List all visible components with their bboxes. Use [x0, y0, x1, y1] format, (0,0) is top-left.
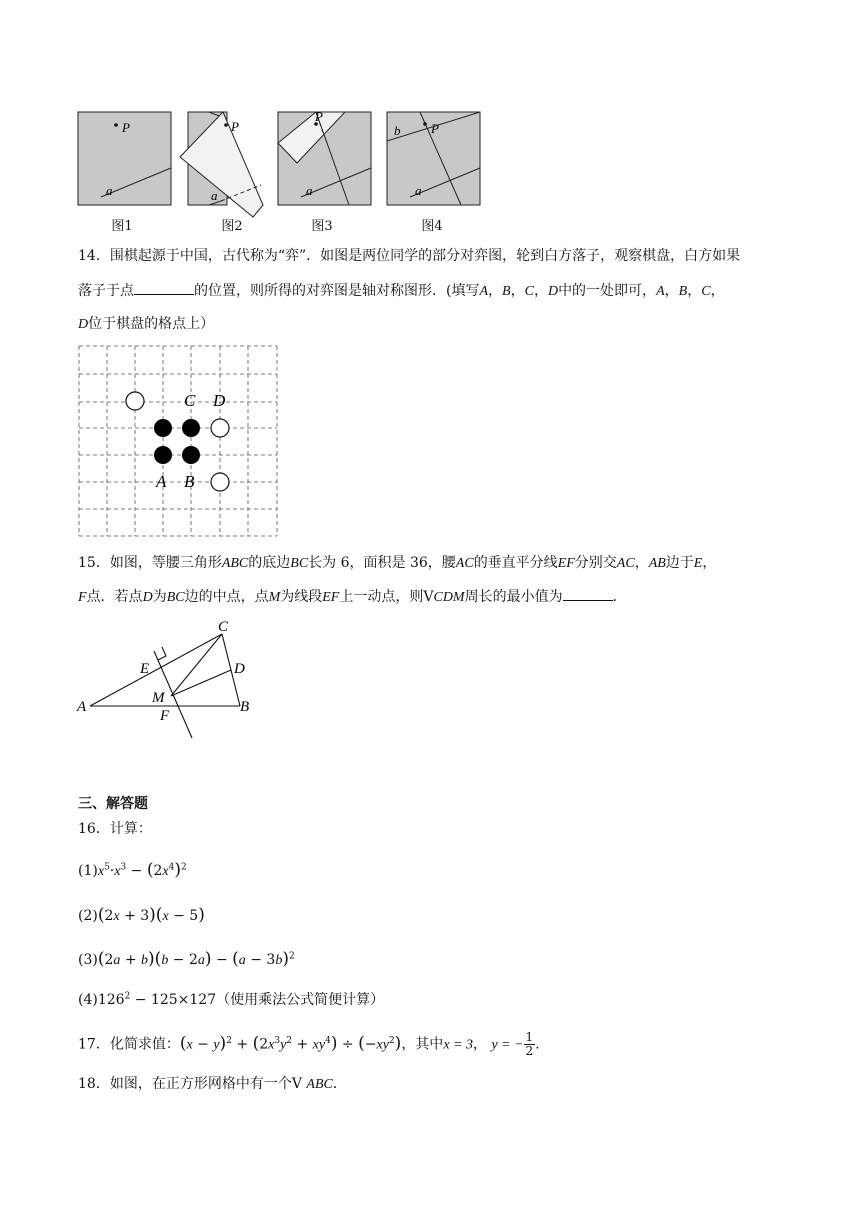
q15-f: F — [78, 590, 87, 605]
q16-part1: $(1)x^5\cdot x^3 - (2x^4)^2$ — [78, 860, 187, 880]
tri-label-b: B — [240, 699, 250, 715]
caption-fig2: 图2 — [221, 219, 243, 234]
q14-pt-c2: C — [701, 284, 711, 299]
q16-part4: $(4)126^2 - 125\times 127$（使用乘法公式简便计算） — [78, 991, 385, 1008]
q16-p4-label: (4) — [78, 992, 98, 1008]
q15-t10: 边的中点，点 — [184, 589, 269, 605]
q14-sep-1: ， — [488, 283, 503, 299]
tri-label-a: A — [77, 699, 87, 715]
q15-t6: ， — [634, 555, 649, 571]
q14-pt-a2: A — [656, 284, 665, 299]
fig4-label-p: P — [431, 121, 439, 136]
q16-p4-expr: 126 — [97, 992, 125, 1008]
q17-line: 17．化简求值：$(x - y)^2 + (2x^3y^2 + xy^4) \div (-xy^2)$，其中x = 3， y = − $\frac{1}{2}$ ． — [78, 1030, 550, 1058]
q18-end: ． — [332, 1076, 347, 1092]
section-title: 三、解答题 — [78, 796, 148, 812]
q17-x-eq: x = 3 — [443, 1037, 473, 1053]
q14-pt-b2: B — [678, 284, 688, 299]
tri-label-d: D — [234, 661, 245, 677]
white-stone — [126, 392, 144, 410]
q15-number: 15． — [78, 555, 110, 571]
q14-line1 — [78, 246, 740, 266]
q14-line2 — [78, 280, 725, 302]
q15-t11: 为线段 — [280, 589, 323, 605]
q15-bc2: BC — [166, 590, 185, 605]
black-stone — [182, 446, 200, 464]
q14-sep-3: ， — [533, 283, 548, 299]
tri-label-e: E — [140, 661, 150, 677]
q17-intro: 化简求值： — [109, 1036, 180, 1053]
q15-line1 — [78, 553, 716, 574]
q14-sep-6: ， — [710, 283, 725, 299]
q15-m: M — [268, 590, 281, 605]
q14-number: 14． — [78, 248, 110, 264]
q16-p2-label: (2) — [78, 908, 98, 924]
q14-pt-c: C — [524, 284, 534, 299]
q14-text-2a: 落子于点 — [78, 283, 134, 299]
q16-intro-line — [78, 819, 152, 839]
board-label-b: B — [184, 472, 195, 491]
board-label-c: C — [184, 391, 196, 410]
q18-tri: V — [291, 1076, 302, 1092]
triangle-figure — [74, 614, 274, 744]
q15-t12: 上一动点，则 — [339, 589, 424, 605]
q16-p3-label: (3) — [78, 952, 98, 968]
white-stone — [211, 473, 229, 491]
q15-t14: ． — [612, 589, 627, 605]
q15-ef: EF — [557, 556, 575, 571]
q18-line — [78, 1074, 347, 1095]
board-label-d: D — [213, 391, 226, 410]
q14-sep-5: ， — [687, 283, 702, 299]
black-stone — [154, 446, 172, 464]
q15-ef2: EF — [322, 590, 340, 605]
fig1-label-p: P — [122, 120, 130, 135]
board-label-a: A — [156, 472, 167, 491]
q17-end: ． — [535, 1036, 550, 1053]
q15-cdm: CDM — [433, 590, 465, 605]
q15-d: D — [142, 590, 153, 605]
q18-text: 如图，在正方形网格中有一个 — [109, 1076, 292, 1092]
q18-number: 18． — [78, 1076, 110, 1092]
q17-cond: ，其中 — [401, 1036, 444, 1053]
black-stone — [182, 419, 200, 437]
q15-bc: BC — [290, 556, 309, 571]
q16-p4-note: （使用乘法公式简便计算） — [216, 992, 385, 1008]
go-board — [77, 344, 281, 540]
fig4-label-a: a — [415, 183, 422, 198]
tri-label-m: M — [152, 690, 165, 706]
q15-t3: 长为 6，面积是 36，腰 — [308, 555, 456, 571]
q14-text-3: 位于棋盘的格点上） — [88, 316, 215, 332]
q14-answer-blank[interactable] — [134, 280, 194, 295]
q18-abc: ABC — [306, 1077, 333, 1092]
caption-fig4: 图4 — [421, 219, 443, 234]
q14-sep-2: ， — [510, 283, 525, 299]
q15-ac2: AC — [616, 556, 635, 571]
q17-y-eq: y = − — [491, 1037, 524, 1053]
figure-4 — [387, 112, 480, 205]
q15-t2: 的底边 — [248, 555, 291, 571]
q15-line2 — [78, 586, 627, 608]
q14-pt-d: D — [547, 284, 559, 299]
figure-1 — [78, 112, 171, 205]
q15-t8: 点．若点 — [86, 589, 143, 605]
caption-fig3: 图3 — [311, 219, 333, 234]
fig2-label-p: P — [231, 119, 239, 134]
q15-comma: ， — [702, 555, 717, 571]
q16-part3: $(3)(2a + b)(b - 2a) - (a - 3b)^2$ — [78, 949, 295, 969]
q15-t13: 周长的最小值为 — [464, 589, 563, 605]
q14-pt-d2: D — [78, 317, 89, 332]
q17-fraction — [524, 1031, 536, 1058]
q16-p1-label: (1) — [78, 863, 98, 879]
q14-text-2c: 中的一处即可， — [558, 283, 657, 299]
fig3-label-p: P — [315, 109, 323, 124]
fig2-label-a: a — [211, 188, 218, 203]
q15-t1: 如图，等腰三角形 — [109, 555, 222, 571]
tri-label-f: F — [160, 708, 170, 724]
q14-line3 — [78, 314, 214, 335]
black-stone — [154, 419, 172, 437]
q14-pt-a: A — [479, 284, 489, 299]
q15-t4: 的垂直平分线 — [473, 555, 558, 571]
q15-ab: AB — [648, 556, 666, 571]
q17-number: 17． — [78, 1036, 110, 1053]
q14-pt-b: B — [502, 284, 511, 299]
tri-label-c: C — [218, 619, 229, 635]
q15-ac: AC — [455, 556, 474, 571]
fig3-label-a: a — [306, 183, 313, 198]
q16-number: 16． — [78, 821, 110, 837]
q15-t7: 边于 — [665, 555, 694, 571]
q14-text-1: 围棋起源于中国，古代称为“弈”．如图是两位同学的部分对弈图，轮到白方落子，观察棋盘，白方如果 — [109, 248, 741, 264]
q15-tri: V — [423, 589, 434, 605]
caption-fig1: 图1 — [111, 219, 133, 234]
fig1-label-a: a — [106, 183, 113, 198]
q17-frac-den: 2 — [525, 1044, 534, 1058]
q15-e: E — [693, 556, 703, 571]
q14-text-2b: 的位置，则所得的对弈图是轴对称图形．(填写 — [194, 283, 480, 299]
q16-p4-rest: − 125×127 — [130, 992, 217, 1008]
fig4-label-b: b — [394, 123, 401, 138]
white-stone — [211, 419, 229, 437]
figure-2 — [180, 112, 263, 217]
q16-part2: (2)(2x + 3)(x − 5) — [78, 905, 205, 925]
q15-t9: 为 — [152, 589, 167, 605]
q15-answer-blank[interactable] — [563, 586, 613, 601]
q14-sep-4: ， — [664, 283, 679, 299]
figure-3 — [278, 109, 371, 205]
q17-frac-num: 1 — [525, 1030, 534, 1044]
q16-intro: 计算： — [109, 821, 152, 837]
q15-abc: ABC — [221, 556, 249, 571]
q15-t5: 分别交 — [574, 555, 617, 571]
